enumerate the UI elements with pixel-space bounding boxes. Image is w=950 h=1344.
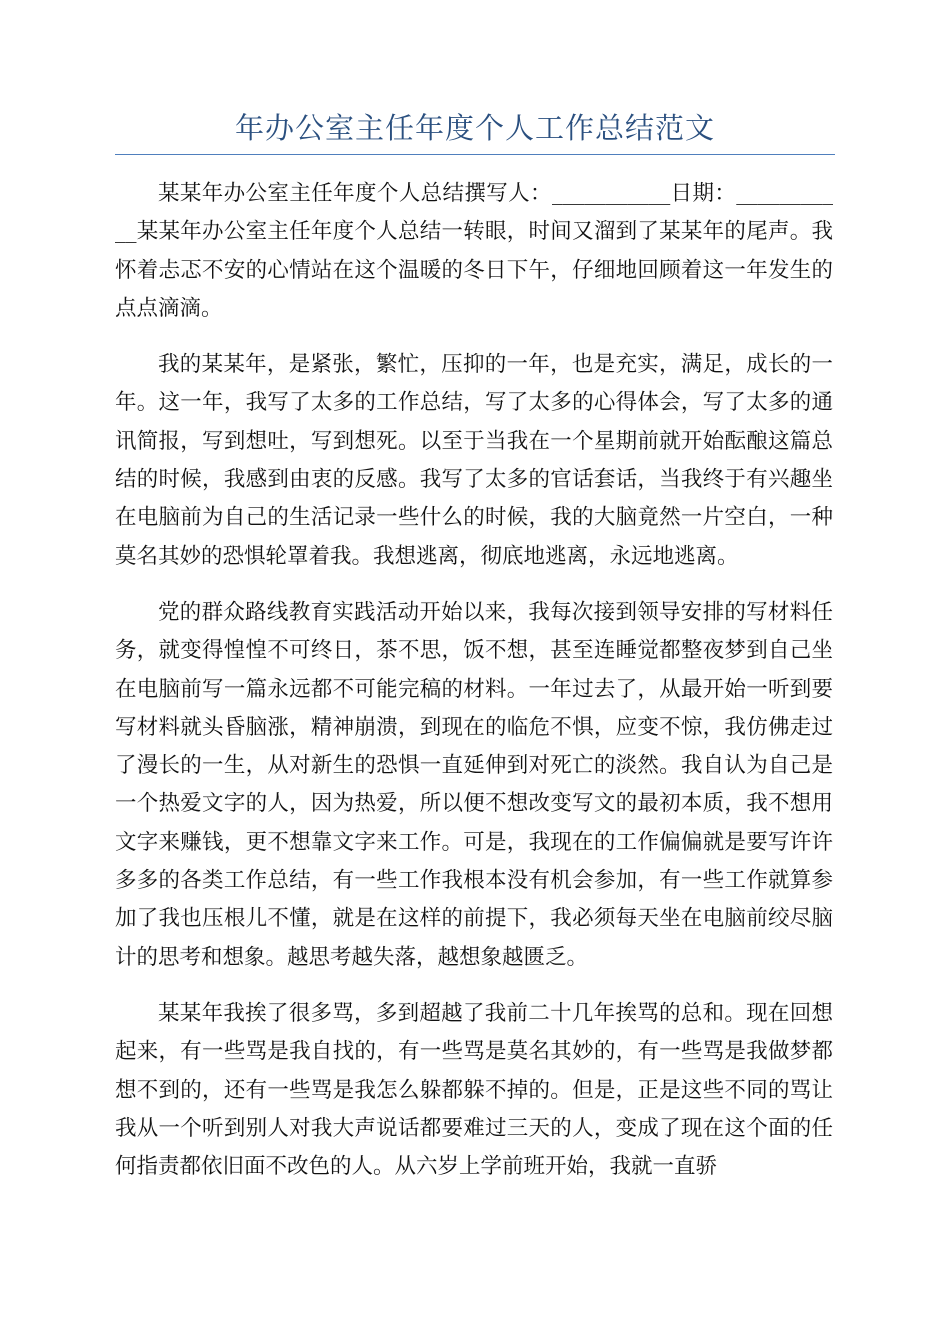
paragraph-4: 某某年我挨了很多骂，多到超越了我前二十几年挨骂的总和。现在回想起来，有一些骂是我自找的，有一些骂是莫名其妙的，有一些骂是我做梦都想不到的，还有一些骂是我怎么躲都躲不掉的。但是，正是这些不同的骂让我从一个听到别人对我大声说话都要难过三天的人，变成了现在这个面的任何指责都依旧面不改色的人。从六岁上学前班开始，我就一直骄 — [115, 1000, 833, 1180]
paragraph-2: 我的某某年，是紧张，繁忙，压抑的一年，也是充实，满足，成长的一年。这一年，我写了太多的工作总结，写了太多的心得体会，写了太多的通讯简报，写到想吐，写到想死。以至于当我在一个星期前就开始酝酿这篇总结的时候，我感到由衷的反感。我写了太多的官话套话，当我终于有兴趣坐在电脑前为自己的生活记录一些什么的时候，我的大脑竟然一片空白，一种莫名其妙的恐惧轮罩着我。我想逃离，彻底地逃离，永远地逃离。 — [115, 352, 833, 569]
paragraph-3: 党的群众路线教育实践活动开始以来，我每次接到领导安排的写材料任务，就变得惶惶不可终日，茶不思，饭不想，甚至连睡觉都整夜梦到自己坐在电脑前写一篇永远都不可能完稿的材料。一年过去了，从最开始一听到要写材料就头昏脑涨，精神崩溃，到现在的临危不惧，应变不惊，我仿佛走过了漫长的一生，从对新生的恐惧一直延伸到对死亡的淡然。我自认为自己是一个热爱文字的人，因为热爱，所以便不想改变写文的最初本质，我不想用文字来赚钱，更不想靠文字来工作。可是，我现在的工作偏偏就是要写许许多多的各类工作总结，有一些工作我根本没有机会参加，有一些工作就算参加了我也压根儿不懂，就是在这样的前提下，我必须每天坐在电脑前绞尽脑计的思考和想象。越思考越失落，越想象越匮乏。 — [115, 599, 833, 970]
paragraph-1: 某某年办公室主任年度个人总结撰写人：___________日期：___________某某年办公室主任年度个人总结一转眼，时间又溜到了某某年的尾声。我怀着忐忑不安的心情站在这个温暖的冬日下午，仔细地回顾着这一年发生的点点滴滴。 — [115, 181, 833, 321]
document-title: 年办公室主任年度个人工作总结范文 — [234, 111, 715, 145]
title-underline — [115, 154, 835, 155]
document-body — [115, 175, 833, 1204]
